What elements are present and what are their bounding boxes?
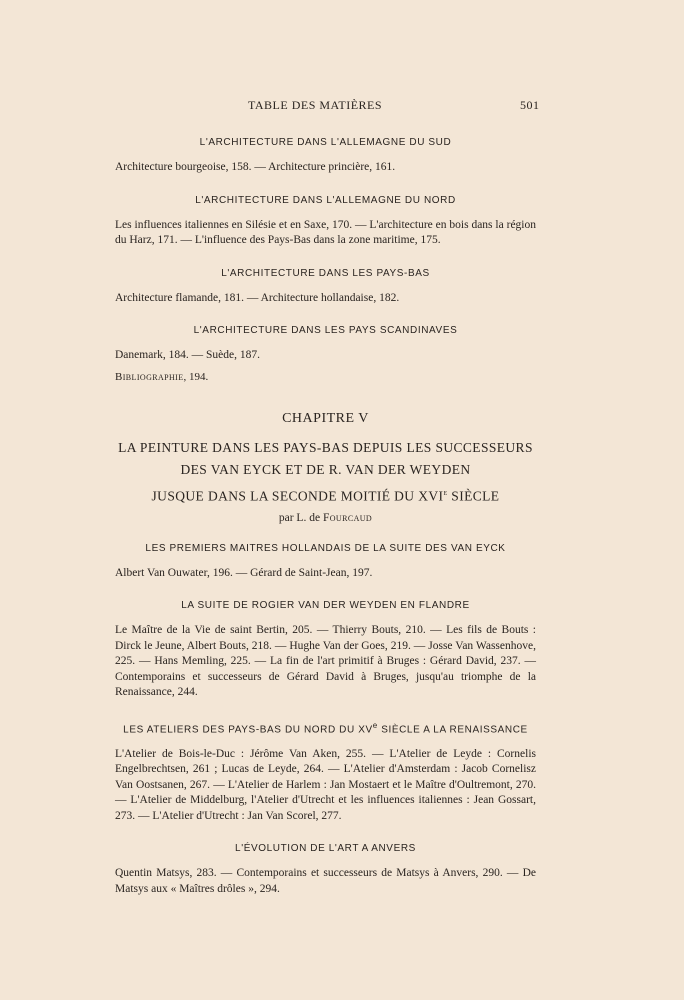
section-entries: Les influences italiennes en Silésie et en Saxe, 170. — L'architecture en bois dans la région du Harz, 171. — L'influence des Pays-Bas dans la zone maritime, 175. [115, 218, 536, 246]
bibliography-entry [115, 370, 536, 386]
chapter-title-part: SIÈCLE [447, 488, 500, 504]
page-number: 501 [520, 98, 540, 112]
chapter-byline [115, 512, 536, 524]
section-entries: Danemark, 184. — Suède, 187. [115, 349, 260, 361]
section-heading: LA SUITE DE ROGIER VAN DER WEYDEN EN FLANDRE [181, 600, 470, 611]
section-entries: L'Atelier de Bois-le-Duc : Jérôme Van Aken, 255. — L'Atelier de Leyde : Cornelis Engelbrechtsen, 261 ; Lucas de Leyde, 264. — L'Atelier d'Amsterdam : Jacob Cornelisz Van Oostsanen, 267. — L'Atelier de Harlem : Jan Mostaert et le Maître d'Oultremont, 270. — L'Atelier de Middelburg, l'Atelier d'Utrecht et les influences italiennes : Jean Gossart, 273. — L'Atelier d'Utrecht : Jan Van Scorel, 277. [115, 747, 536, 822]
toc-section [115, 842, 536, 897]
toc-section [115, 136, 536, 176]
toc-content [115, 136, 536, 915]
section-heading: LES PREMIERS MAITRES HOLLANDAIS DE LA SUITE DES VAN EYCK [145, 542, 506, 554]
toc-section [115, 194, 536, 249]
section-heading [115, 719, 536, 737]
section-heading: L'ARCHITECTURE DANS L'ALLEMAGNE DU NORD [195, 194, 456, 206]
section-entries: Architecture bourgeoise, 158. — Architecture princière, 161. [115, 161, 396, 173]
chapter-title-line: LA PEINTURE DANS LES PAYS-BAS DEPUIS LES SUCCESSEURS [118, 440, 533, 455]
chapter-title-line: DES VAN EYCK ET DE R. VAN DER WEYDEN [180, 462, 471, 477]
chapter-label: CHAPITRE V [282, 411, 369, 426]
toc-section [115, 324, 536, 364]
bibliography-page: , 194. [183, 370, 209, 383]
chapter-heading [115, 411, 536, 524]
chapter-title-line [115, 481, 536, 508]
section-entries: Quentin Matsys, 283. — Contemporains et successeurs de Matsys à Anvers, 290. — De Matsys aux « Maîtres drôles », 294. [115, 867, 536, 895]
section-entries: Architecture flamande, 181. — Architecture hollandaise, 182. [115, 291, 400, 304]
section-entries: Albert Van Ouwater, 196. — Gérard de Saint-Jean, 197. [115, 566, 373, 579]
bibliography-label: Bibliographie [115, 370, 184, 383]
section-heading: L'ARCHITECTURE DANS L'ALLEMAGNE DU SUD [199, 137, 452, 148]
section-entries: Le Maître de la Vie de saint Bertin, 205. — Thierry Bouts, 210. — Les fils de Bouts : Dirck le Jeune, Albert Bouts, 218. — Hughe Van der Goes, 219. — Josse Van Wassenhove, 225. — Hans Memling, 225. — La fin de l'art primitif à Bruges : Gérard David, 237. — Contemporains et successeurs de Gérard David à Bruges, jusqu'au triomphe de la Renaissance, 244. [115, 624, 536, 698]
running-header [0, 98, 684, 114]
heading-part: SIÈCLE A LA RENAISSANCE [377, 723, 528, 735]
chapter-title-part: JUSQUE DANS LA SECONDE MOITIÉ DU XVI [151, 488, 444, 504]
author-name: Fourcaud [322, 511, 373, 524]
toc-section [115, 719, 536, 825]
heading-part: LES ATELIERS DES PAYS-BAS DU NORD DU XV [123, 723, 373, 735]
running-title: TABLE DES MATIÈRES [248, 98, 383, 112]
section-heading: L'ÉVOLUTION DE L'ART A ANVERS [235, 843, 416, 855]
heading-superscript: e [372, 720, 378, 730]
section-heading: L'ARCHITECTURE DANS LES PAYS-BAS [221, 267, 430, 279]
section-heading: L'ARCHITECTURE DANS LES PAYS SCANDINAVES [193, 325, 458, 336]
byline-prefix: par L. de [278, 511, 323, 524]
toc-section [115, 267, 536, 307]
toc-section [115, 599, 536, 701]
chapter-title-superscript: e [443, 487, 448, 497]
toc-section [115, 542, 536, 582]
